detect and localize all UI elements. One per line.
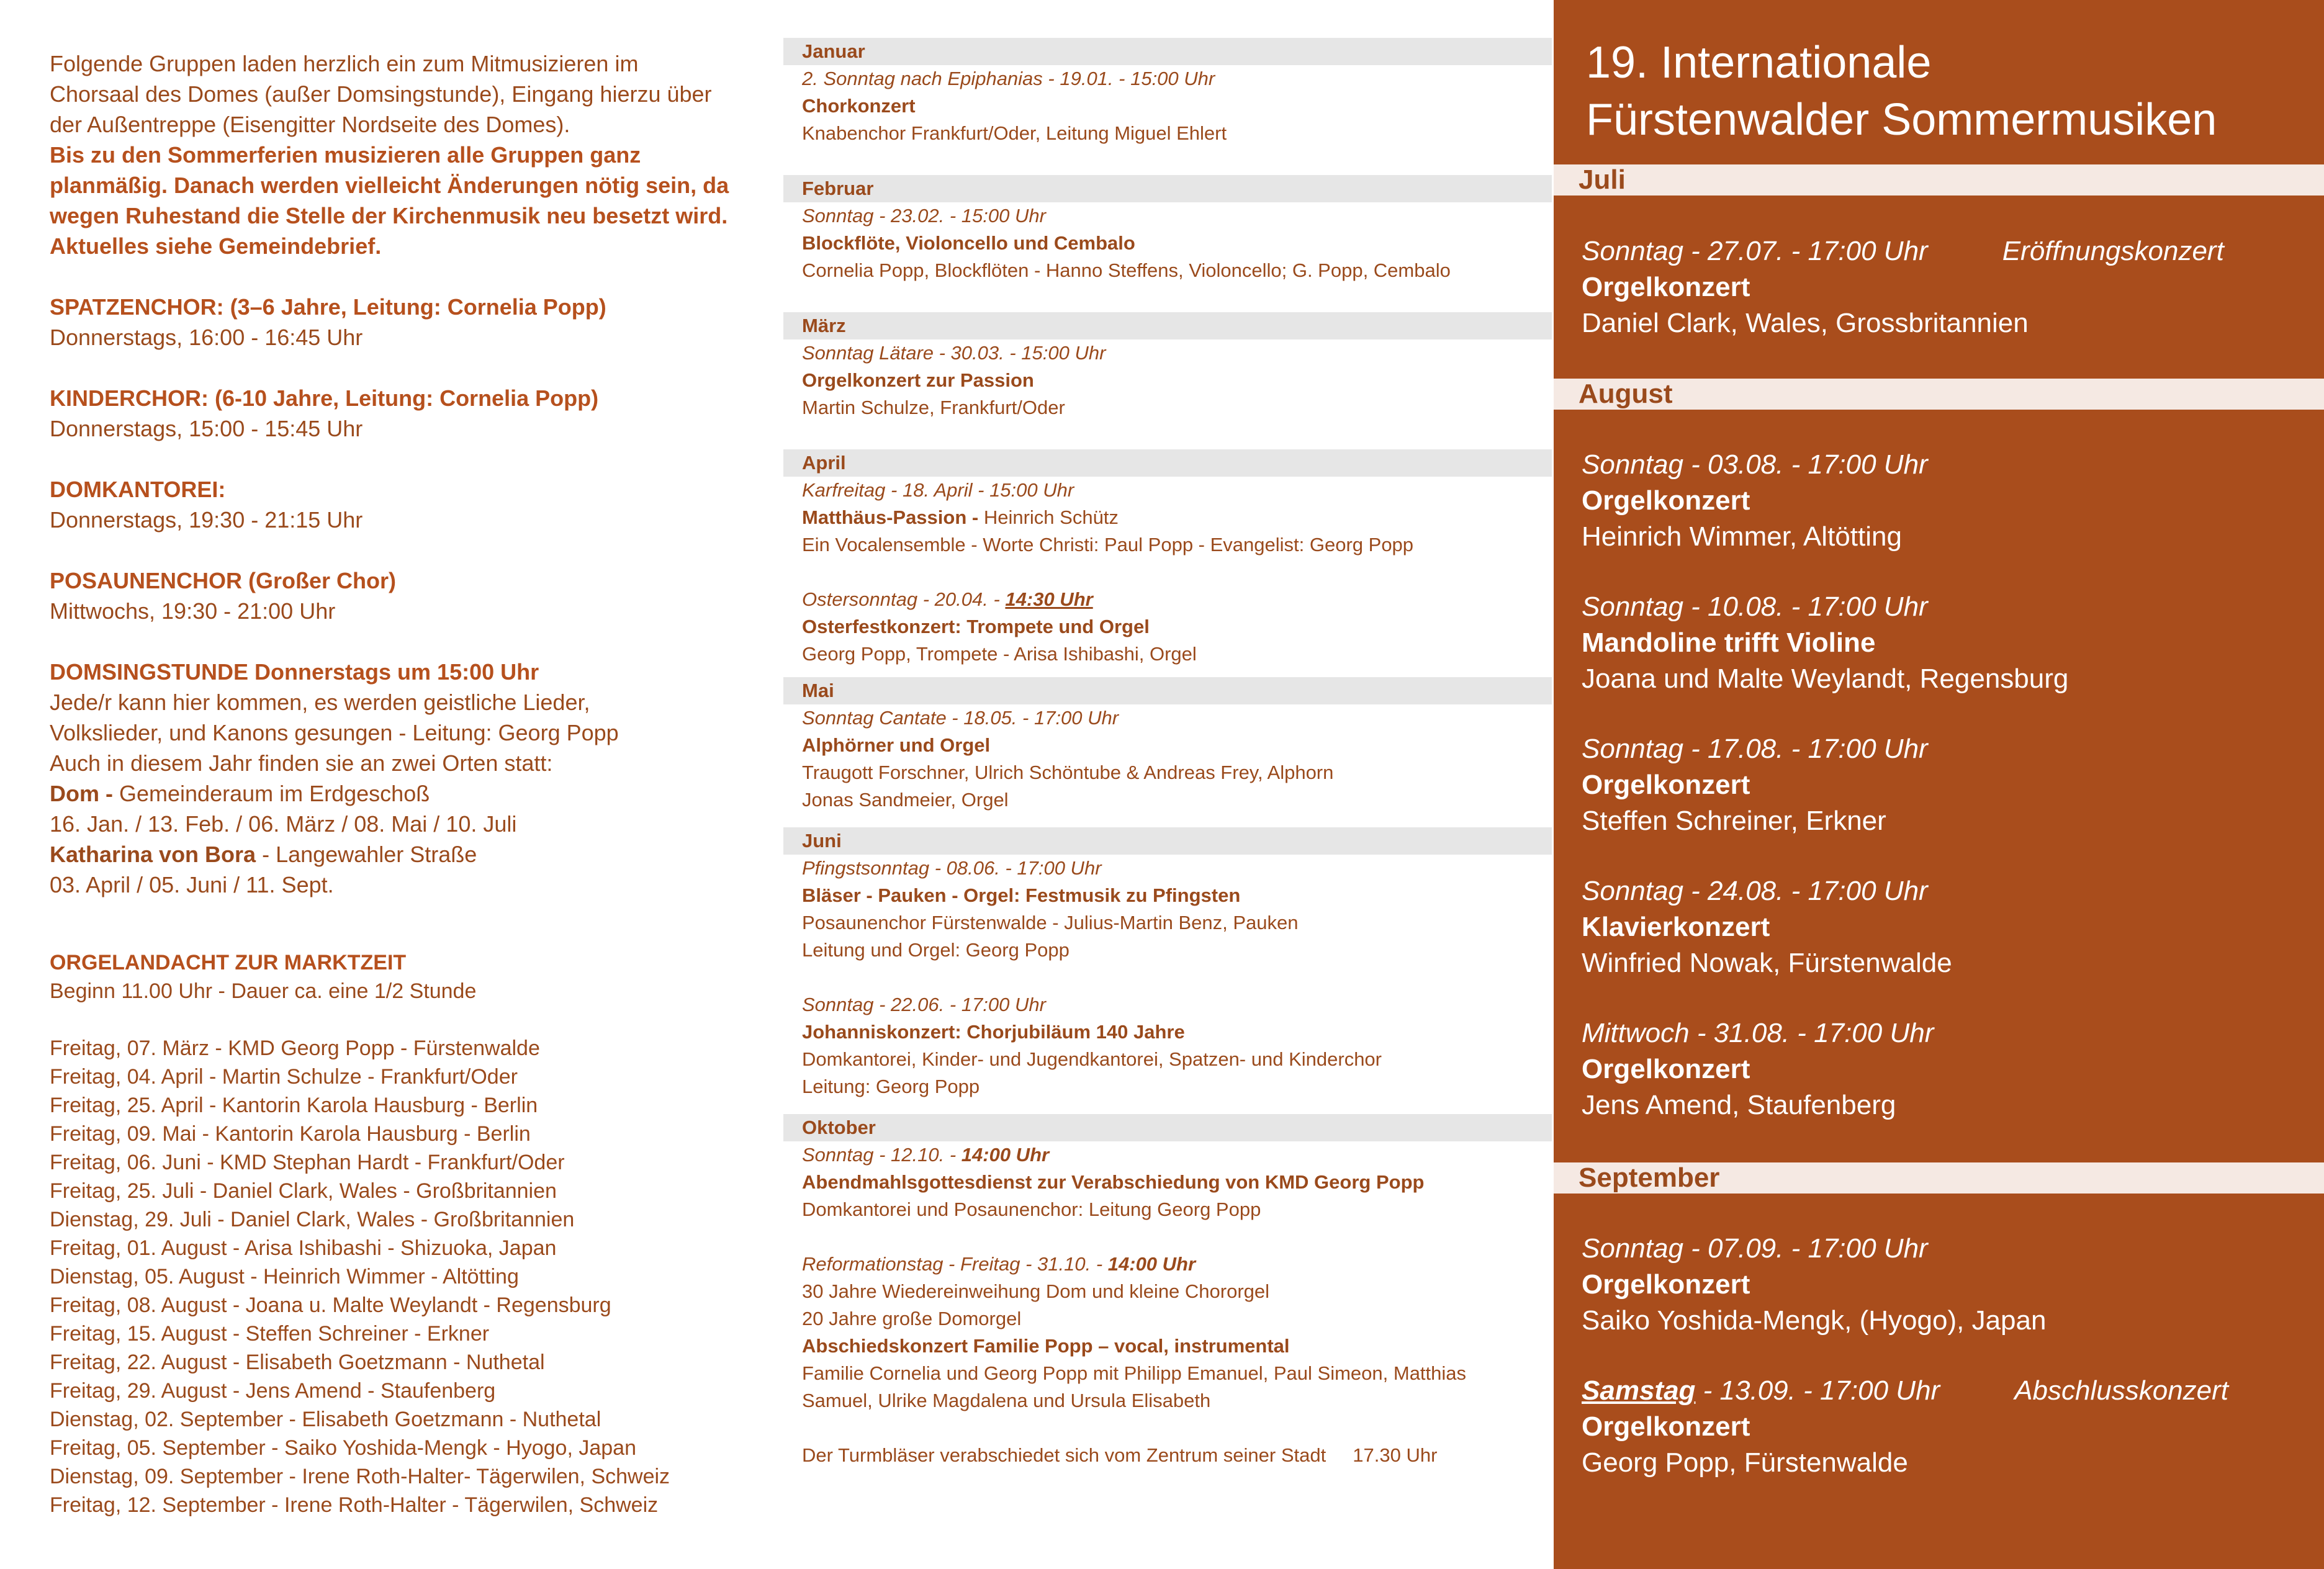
- list-item: Freitag, 22. August - Elisabeth Goetzmann - Nuthetal: [50, 1351, 545, 1374]
- event-performer: Jonas Sandmeier, Orgel: [802, 789, 1009, 811]
- event-date: [802, 586, 1553, 613]
- concert-day: Samstag: [1582, 1375, 1696, 1406]
- title-line-1: 19. Internationale: [1586, 38, 1932, 88]
- event-performer: Domkantorei und Posaunenchor: Leitung Georg Popp: [802, 1198, 1261, 1220]
- event-date: [802, 1251, 1553, 1278]
- right-column: [1554, 0, 2324, 1569]
- concert-date: Sonntag - 24.08. - 17:00 Uhr: [1582, 876, 1928, 906]
- month-header-september: September: [1554, 1162, 2324, 1194]
- list-item: Freitag, 07. März - KMD Georg Popp - Fürstenwalde: [50, 1036, 540, 1060]
- concert-date: Sonntag - 27.07. - 17:00 Uhr: [1582, 236, 1928, 266]
- event-date: [802, 1141, 1553, 1169]
- list-item: Dienstag, 02. September - Elisabeth Goetzmann - Nuthetal: [50, 1408, 601, 1431]
- concert-title: Orgelkonzert: [1582, 1411, 1750, 1442]
- month-header-januar: Januar: [783, 38, 1552, 65]
- month-header-maerz: März: [783, 312, 1552, 339]
- list-item: Freitag, 04. April - Martin Schulze - Frankfurt/Oder: [50, 1065, 518, 1089]
- concert-entry: [1582, 1373, 2228, 1481]
- concert-title: Orgelkonzert: [1582, 1054, 1750, 1084]
- group-time: Donnerstags, 19:30 - 21:15 Uhr: [50, 507, 363, 533]
- event-title: Osterfestkonzert: Trompete und Orgel: [802, 616, 1150, 637]
- list-item: Dienstag, 29. Juli - Daniel Clark, Wales - Großbritannien: [50, 1208, 575, 1231]
- orgel-list: [50, 1034, 776, 1519]
- left-column: [0, 0, 776, 1569]
- singstunde-place: [50, 839, 776, 870]
- event-title: Abendmahlsgottesdienst zur Verabschiedung von KMD Georg Popp: [802, 1171, 1425, 1193]
- event-performer: Leitung und Orgel: Georg Popp: [802, 939, 1070, 961]
- event-title: Bläser - Pauken - Orgel: Festmusik zu Pfingsten: [802, 884, 1241, 906]
- event-title: Chorkonzert: [802, 95, 916, 117]
- concert-entry: [1582, 447, 1928, 555]
- singstunde-title: DOMSINGSTUNDE Donnerstags um 15:00 Uhr: [50, 659, 539, 685]
- concert-performer: Saiko Yoshida-Mengk, (Hyogo), Japan: [1582, 1305, 2047, 1336]
- event-date: Sonntag Cantate - 18.05. - 17:00 Uhr: [802, 707, 1119, 729]
- event-title: Johanniskonzert: Chorjubiläum 140 Jahre: [802, 1021, 1185, 1043]
- concert-date-line: [1582, 1373, 2228, 1409]
- event-composer: Heinrich Schütz: [978, 506, 1119, 528]
- list-item: Freitag, 05. September - Saiko Yoshida-Mengk - Hyogo, Japan: [50, 1436, 636, 1460]
- concert-performer: Jens Amend, Staufenberg: [1582, 1090, 1896, 1120]
- event-date-text: Reformationstag - Freitag - 31.10. -: [802, 1253, 1108, 1275]
- event-oktober: [783, 1141, 1553, 1469]
- singstunde-line: Auch in diesem Jahr finden sie an zwei Orten statt:: [50, 750, 553, 776]
- singstunde-line: Jede/r kann hier kommen, es werden geistliche Lieder,: [50, 690, 590, 715]
- concert-entry: [1582, 589, 2068, 697]
- event-title: Alphörner und Orgel: [802, 734, 991, 756]
- singstunde-place: [50, 778, 776, 809]
- event-performer: Leitung: Georg Popp: [802, 1076, 980, 1097]
- place-desc: - Langewahler Straße: [256, 842, 477, 867]
- list-item: Freitag, 12. September - Irene Roth-Halter - Tägerwilen, Schweiz: [50, 1493, 659, 1517]
- concert-entry: [1582, 873, 1952, 981]
- singstunde-dates: 16. Jan. / 13. Feb. / 06. März / 08. Mai / 10. Juli: [50, 811, 517, 837]
- list-item: Dienstag, 05. August - Heinrich Wimmer - Altötting: [50, 1265, 519, 1288]
- event-performer: Ein Vocalensemble - Worte Christi: Paul Popp - Evangelist: Georg Popp: [802, 534, 1414, 555]
- event-time: 14:00 Uhr: [961, 1144, 1050, 1166]
- event-april: [783, 477, 1553, 668]
- event-title: Orgelkonzert zur Passion: [802, 369, 1034, 391]
- list-item: Dienstag, 09. September - Irene Roth-Halter- Tägerwilen, Schweiz: [50, 1465, 670, 1488]
- concert-performer: Winfried Nowak, Fürstenwalde: [1582, 948, 1952, 978]
- event-date-text: Sonntag - 12.10. -: [802, 1144, 962, 1166]
- concert-date: Sonntag - 10.08. - 17:00 Uhr: [1582, 591, 1928, 622]
- place-label: Dom -: [50, 781, 113, 806]
- month-header-april: April: [783, 449, 1552, 477]
- title-line-2: Fürstenwalder Sommermusiken: [1586, 95, 2217, 145]
- concert-entry: [1582, 233, 2224, 341]
- festival-title: [1554, 0, 2324, 148]
- month-header-mai: Mai: [783, 677, 1552, 704]
- concert-performer: Daniel Clark, Wales, Grossbritannien: [1582, 308, 2029, 338]
- month-header-juni: Juni: [783, 827, 1552, 855]
- event-juni: [783, 855, 1553, 1100]
- event-performer: Posaunenchor Fürstenwalde - Julius-Martin Benz, Pauken: [802, 912, 1299, 933]
- notice-text: Bis zu den Sommerferien musizieren alle Gruppen ganz planmäßig. Danach werden vielleicht Änderungen nötig sein, da wegen Ruhestand die Stelle der Kirchenmusik neu besetzt wird. Aktuelles siehe Gemeindebrief.: [50, 142, 729, 259]
- middle-column: [783, 0, 1553, 1569]
- orgel-subtitle: Beginn 11.00 Uhr - Dauer ca. eine 1/2 Stunde: [50, 979, 477, 1003]
- group-name: DOMKANTOREI:: [50, 477, 226, 502]
- event-title: Abschiedskonzert Familie Popp – vocal, instrumental: [802, 1335, 1290, 1357]
- event-mai: [783, 704, 1553, 814]
- event-performer: Samuel, Ulrike Magdalena und Ursula Elisabeth: [802, 1390, 1211, 1411]
- list-item: Freitag, 01. August - Arisa Ishibashi - Shizuoka, Japan: [50, 1236, 557, 1260]
- event-line: 30 Jahre Wiedereinweihung Dom und kleine Chororgel: [802, 1280, 1270, 1302]
- list-item: Freitag, 15. August - Steffen Schreiner - Erkner: [50, 1322, 490, 1346]
- group-time: Mittwochs, 19:30 - 21:00 Uhr: [50, 598, 336, 624]
- list-item: Freitag, 25. April - Kantorin Karola Hausburg - Berlin: [50, 1094, 538, 1117]
- concert-performer: Steffen Schreiner, Erkner: [1582, 806, 1886, 836]
- event-date: 2. Sonntag nach Epiphanias - 19.01. - 15:00 Uhr: [802, 68, 1215, 89]
- event-maerz: [783, 339, 1553, 421]
- concert-entry: [1582, 1231, 2046, 1339]
- event-date: Sonntag - 22.06. - 17:00 Uhr: [802, 994, 1046, 1015]
- event-performer: Georg Popp, Trompete - Arisa Ishibashi, Orgel: [802, 643, 1197, 665]
- event-januar: [783, 65, 1553, 147]
- event-performer: Domkantorei, Kinder- und Jugendkantorei, Spatzen- und Kinderchor: [802, 1048, 1382, 1070]
- event-title: Matthäus-Passion -: [802, 506, 979, 528]
- event-line: 20 Jahre große Domorgel: [802, 1308, 1022, 1329]
- concert-date: Sonntag - 07.09. - 17:00 Uhr: [1582, 1233, 1928, 1264]
- group-time: Donnerstags, 15:00 - 15:45 Uhr: [50, 416, 363, 441]
- month-header-juli: Juli: [1554, 164, 2324, 196]
- concert-entry: [1582, 731, 1928, 839]
- concert-entry: [1582, 1015, 1934, 1123]
- group-time: Donnerstags, 16:00 - 16:45 Uhr: [50, 325, 363, 350]
- list-item: Freitag, 25. Juli - Daniel Clark, Wales - Großbritannien: [50, 1179, 557, 1203]
- concert-performer: Joana und Malte Weylandt, Regensburg: [1582, 663, 2069, 694]
- concert-tag: Abschlusskonzert: [2014, 1375, 2229, 1406]
- list-item: Freitag, 06. Juni - KMD Stephan Hardt - Frankfurt/Oder: [50, 1151, 565, 1174]
- group-name: KINDERCHOR: (6-10 Jahre, Leitung: Cornelia Popp): [50, 385, 599, 411]
- event-performer: Familie Cornelia und Georg Popp mit Philipp Emanuel, Paul Simeon, Matthias: [802, 1362, 1467, 1384]
- month-header-februar: Februar: [783, 175, 1552, 202]
- concert-date: Mittwoch - 31.08. - 17:00 Uhr: [1582, 1018, 1934, 1048]
- list-item: Freitag, 09. Mai - Kantorin Karola Hausburg - Berlin: [50, 1122, 531, 1146]
- event-date: Pfingstsonntag - 08.06. - 17:00 Uhr: [802, 857, 1102, 879]
- concert-date: Sonntag - 17.08. - 17:00 Uhr: [1582, 734, 1928, 764]
- turmblaeser-note: Der Turmbläser verabschiedet sich vom Zentrum seiner Stadt 17.30 Uhr: [802, 1444, 1438, 1466]
- concert-title: Orgelkonzert: [1582, 272, 1750, 302]
- event-title: Blockflöte, Violoncello und Cembalo: [802, 232, 1135, 254]
- concert-title: Orgelkonzert: [1582, 1269, 1750, 1300]
- event-performer: Knabenchor Frankfurt/Oder, Leitung Miguel Ehlert: [802, 122, 1227, 144]
- singstunde-dates: 03. April / 05. Juni / 11. Sept.: [50, 872, 334, 897]
- concert-date-line: [1582, 233, 2224, 269]
- event-time: 14:30 Uhr: [1005, 588, 1093, 610]
- group-name: POSAUNENCHOR (Großer Chor): [50, 568, 397, 593]
- concert-title: Mandoline trifft Violine: [1582, 627, 1876, 658]
- orgel-title: ORGELANDACHT ZUR MARKTZEIT: [50, 951, 407, 974]
- concert-title: Klavierkonzert: [1582, 912, 1770, 942]
- concert-performer: Heinrich Wimmer, Altötting: [1582, 521, 1902, 552]
- event-date: Sonntag - 23.02. - 15:00 Uhr: [802, 205, 1046, 227]
- event-date: Karfreitag - 18. April - 15:00 Uhr: [802, 479, 1074, 501]
- singstunde-line: Volkslieder, und Kanons gesungen - Leitung: Georg Popp: [50, 720, 619, 745]
- event-time: 14:00 Uhr: [1107, 1253, 1196, 1275]
- event-title-line: [802, 504, 1553, 531]
- concert-title: Orgelkonzert: [1582, 770, 1750, 800]
- event-performer: Traugott Forschner, Ulrich Schöntube & Andreas Frey, Alphorn: [802, 762, 1334, 783]
- concert-date: Sonntag - 03.08. - 17:00 Uhr: [1582, 449, 1928, 480]
- group-name: SPATZENCHOR: (3–6 Jahre, Leitung: Cornelia Popp): [50, 294, 606, 320]
- place-desc: Gemeinderaum im Erdgeschoß: [113, 781, 430, 806]
- concert-title: Orgelkonzert: [1582, 485, 1750, 516]
- concert-date: - 13.09. - 17:00 Uhr: [1695, 1375, 1940, 1406]
- event-date: Sonntag Lätare - 30.03. - 15:00 Uhr: [802, 342, 1106, 364]
- month-header-august: August: [1554, 379, 2324, 410]
- concert-performer: Georg Popp, Fürstenwalde: [1582, 1447, 1908, 1478]
- concert-tag: Eröffnungskonzert: [2002, 236, 2224, 266]
- list-item: Freitag, 29. August - Jens Amend - Staufenberg: [50, 1379, 496, 1403]
- intro-text: Folgende Gruppen laden herzlich ein zum Mitmusizieren im Chorsaal des Domes (außer Domsingstunde), Eingang hierzu über der Außentreppe (Eisengitter Nordseite des Domes).: [50, 51, 712, 137]
- list-item: Freitag, 08. August - Joana u. Malte Weylandt - Regensburg: [50, 1293, 611, 1317]
- event-performer: Cornelia Popp, Blockflöten - Hanno Steffens, Violoncello; G. Popp, Cembalo: [802, 259, 1451, 281]
- month-header-oktober: Oktober: [783, 1114, 1552, 1141]
- place-label: Katharina von Bora: [50, 842, 256, 867]
- event-februar: [783, 202, 1553, 284]
- event-date-text: Ostersonntag - 20.04. -: [802, 588, 1006, 610]
- event-performer: Martin Schulze, Frankfurt/Oder: [802, 397, 1065, 418]
